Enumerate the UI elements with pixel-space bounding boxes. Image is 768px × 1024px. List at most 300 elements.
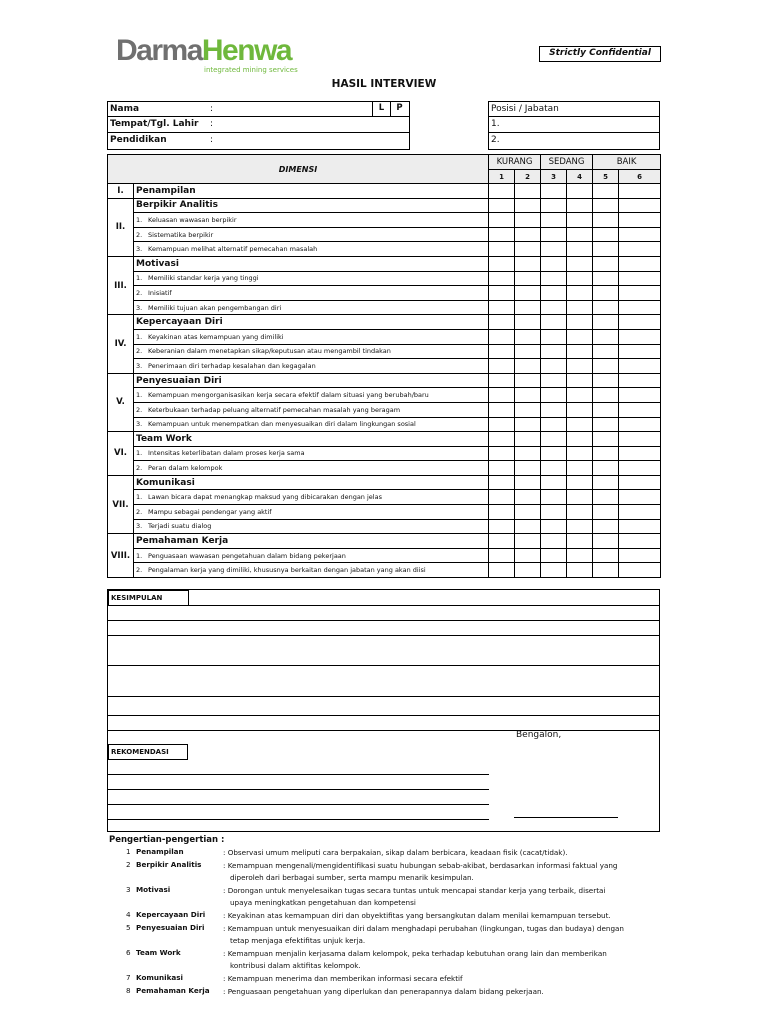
definition-text xyxy=(223,885,669,910)
definition-number: 2 xyxy=(126,859,131,869)
score-cell[interactable] xyxy=(619,388,661,403)
definition-line: : Kemampuan untuk menyesuaikan diri dalam menghadapi perubahan (lingkungan, tugas dan budaya) dengan xyxy=(223,923,624,933)
score-cell[interactable] xyxy=(515,505,541,520)
score-cell[interactable] xyxy=(489,432,515,447)
definition-term: Penyesuaian Diri xyxy=(136,922,205,932)
group-sedang: SEDANG xyxy=(541,155,593,170)
identity-row-ttl[interactable] xyxy=(108,117,409,132)
score-cell[interactable] xyxy=(593,519,619,534)
score-cell[interactable] xyxy=(593,534,619,549)
item-label xyxy=(134,271,489,286)
position-line-1[interactable] xyxy=(489,117,659,132)
score-cell[interactable] xyxy=(489,300,515,315)
score-cell[interactable] xyxy=(541,213,567,228)
score-cell[interactable] xyxy=(593,329,619,344)
item-text: Kemampuan melihat alternatif pemecahan masalah xyxy=(148,245,318,254)
score-cell[interactable] xyxy=(593,213,619,228)
score-cell[interactable] xyxy=(541,563,567,578)
item-text: Inisiatif xyxy=(148,288,172,297)
score-cell[interactable] xyxy=(567,315,593,330)
definition-line: : Penguasaan pengetahuan yang diperlukan dan penerapannya dalam bidang pekerjaan. xyxy=(223,986,544,996)
conclusion-line[interactable] xyxy=(108,620,659,621)
item-number: 1. xyxy=(136,215,143,224)
score-header: 5 xyxy=(593,170,619,184)
score-cell[interactable] xyxy=(515,388,541,403)
definition-line: : Observasi umum meliputi cara berpakaian, sikap dalam berbicara, keadaan fisik (cacat/tidak). xyxy=(223,848,568,857)
item-row xyxy=(108,359,661,374)
score-cell[interactable] xyxy=(515,286,541,301)
item-row xyxy=(108,461,661,476)
definition-item xyxy=(109,860,669,885)
section-row xyxy=(108,475,661,490)
score-cell[interactable] xyxy=(515,315,541,330)
item-label xyxy=(134,563,489,578)
score-cell[interactable] xyxy=(567,256,593,271)
section-row xyxy=(108,256,661,271)
definitions-title: Pengertian-pengertian : xyxy=(109,835,225,845)
item-number: 1. xyxy=(136,332,143,341)
conclusion-box xyxy=(107,589,660,832)
item-text: Kemampuan mengorganisasikan kerja secara efektif dalam situasi yang berubah/baru xyxy=(148,391,429,400)
score-cell[interactable] xyxy=(489,534,515,549)
score-cell[interactable] xyxy=(489,344,515,359)
score-cell[interactable] xyxy=(515,359,541,374)
place-label: Bengalon, xyxy=(516,730,562,740)
score-cell[interactable] xyxy=(489,227,515,242)
item-row xyxy=(108,388,661,403)
score-cell[interactable] xyxy=(541,461,567,476)
score-cell[interactable] xyxy=(489,490,515,505)
score-cell[interactable] xyxy=(619,417,661,432)
dimension-header: DIMENSI xyxy=(108,155,489,184)
definition-line: : Dorongan untuk menyelesaikan tugas secara tuntas untuk mencapai standar kerja yang terbaik, disertai xyxy=(223,885,606,895)
score-cell[interactable] xyxy=(515,402,541,417)
item-text: Peran dalam kelompok xyxy=(148,464,223,473)
item-row xyxy=(108,227,661,242)
definition-text xyxy=(223,948,669,973)
score-cell[interactable] xyxy=(489,256,515,271)
definition-item xyxy=(109,885,669,910)
score-cell[interactable] xyxy=(619,519,661,534)
score-cell[interactable] xyxy=(619,402,661,417)
score-cell[interactable] xyxy=(489,359,515,374)
item-label xyxy=(134,388,489,403)
item-label xyxy=(134,300,489,315)
score-cell[interactable] xyxy=(489,315,515,330)
section-number: III. xyxy=(108,256,134,314)
conclusion-line[interactable] xyxy=(108,665,659,666)
item-text: Intensitas keterlibatan dalam proses kerja sama xyxy=(148,449,305,458)
score-cell[interactable] xyxy=(541,300,567,315)
definition-item xyxy=(109,948,669,973)
item-text: Memiliki standar kerja yang tinggi xyxy=(148,274,259,283)
definition-line: tetap menjaga efektifitas unjuk kerja. xyxy=(230,936,366,946)
definition-item xyxy=(109,973,669,986)
score-cell[interactable] xyxy=(515,227,541,242)
score-cell[interactable] xyxy=(619,534,661,549)
section-number: VIII. xyxy=(108,534,134,578)
definition-term: Motivasi xyxy=(136,884,171,894)
definition-item xyxy=(109,910,669,923)
item-row xyxy=(108,505,661,520)
section-row xyxy=(108,432,661,447)
item-text: Sistematika berpikir xyxy=(148,230,214,239)
score-cell[interactable] xyxy=(567,417,593,432)
recommendation-line[interactable] xyxy=(108,804,489,805)
score-cell[interactable] xyxy=(489,329,515,344)
definition-term: Team Work xyxy=(136,947,181,957)
kesimpulan-label: KESIMPULAN xyxy=(108,590,189,606)
definition-term: Berpikir Analitis xyxy=(136,859,202,869)
item-text: Pengalaman kerja yang dimiliki, khususnya berkaitan dengan jabatan yang akan diisi xyxy=(148,566,426,575)
score-cell[interactable] xyxy=(541,505,567,520)
score-cell[interactable] xyxy=(567,213,593,228)
score-cell[interactable] xyxy=(593,286,619,301)
item-label xyxy=(134,519,489,534)
score-cell[interactable] xyxy=(567,388,593,403)
score-cell[interactable] xyxy=(489,446,515,461)
score-cell[interactable] xyxy=(593,505,619,520)
score-cell[interactable] xyxy=(593,446,619,461)
conclusion-line[interactable] xyxy=(108,696,659,697)
score-cell[interactable] xyxy=(593,388,619,403)
item-text: Terjadi suatu dialog xyxy=(148,522,212,531)
definition-term: Kepercayaan Diri xyxy=(136,909,206,919)
score-cell[interactable] xyxy=(541,227,567,242)
item-text: Kemampuan untuk menempatkan dan menyesuaikan diri dalam lingkungan sosial xyxy=(148,420,416,429)
score-cell[interactable] xyxy=(515,519,541,534)
score-cell[interactable] xyxy=(619,198,661,213)
position-label-row xyxy=(489,102,659,117)
item-label xyxy=(134,505,489,520)
score-cell[interactable] xyxy=(567,505,593,520)
position-num: 1. xyxy=(491,119,500,130)
recommendation-line[interactable] xyxy=(108,819,489,820)
score-cell[interactable] xyxy=(593,227,619,242)
definition-number: 6 xyxy=(126,947,131,957)
score-cell[interactable] xyxy=(619,505,661,520)
score-cell[interactable] xyxy=(567,432,593,447)
score-cell[interactable] xyxy=(515,300,541,315)
item-row xyxy=(108,329,661,344)
score-cell[interactable] xyxy=(541,519,567,534)
company-logo xyxy=(116,36,316,78)
section-title: Kepercayaan Diri xyxy=(134,315,489,330)
score-cell[interactable] xyxy=(541,184,567,199)
score-cell[interactable] xyxy=(619,461,661,476)
score-cell[interactable] xyxy=(567,548,593,563)
section-number: I. xyxy=(108,184,134,199)
score-cell[interactable] xyxy=(515,417,541,432)
score-cell[interactable] xyxy=(567,461,593,476)
score-cell[interactable] xyxy=(515,271,541,286)
score-cell[interactable] xyxy=(593,461,619,476)
score-cell[interactable] xyxy=(619,329,661,344)
score-cell[interactable] xyxy=(489,286,515,301)
recommendation-line[interactable] xyxy=(108,774,489,775)
score-cell[interactable] xyxy=(593,271,619,286)
item-label xyxy=(134,344,489,359)
item-number: 3. xyxy=(136,522,143,531)
score-cell[interactable] xyxy=(567,344,593,359)
section-number: VII. xyxy=(108,475,134,533)
score-cell[interactable] xyxy=(489,505,515,520)
score-cell[interactable] xyxy=(567,184,593,199)
score-cell[interactable] xyxy=(619,300,661,315)
score-cell[interactable] xyxy=(619,344,661,359)
score-cell[interactable] xyxy=(567,242,593,257)
item-text: Keluasan wawasan berpikir xyxy=(148,215,237,224)
score-cell[interactable] xyxy=(567,373,593,388)
score-cell[interactable] xyxy=(567,402,593,417)
score-cell[interactable] xyxy=(567,563,593,578)
score-cell[interactable] xyxy=(567,198,593,213)
score-cell[interactable] xyxy=(515,548,541,563)
score-cell[interactable] xyxy=(515,213,541,228)
score-cell[interactable] xyxy=(515,242,541,257)
gender-p-box[interactable]: P xyxy=(390,101,408,117)
score-cell[interactable] xyxy=(593,344,619,359)
score-cell[interactable] xyxy=(541,388,567,403)
score-cell[interactable] xyxy=(593,563,619,578)
item-row xyxy=(108,213,661,228)
score-cell[interactable] xyxy=(593,256,619,271)
score-cell[interactable] xyxy=(541,256,567,271)
item-row xyxy=(108,446,661,461)
score-cell[interactable] xyxy=(541,359,567,374)
score-cell[interactable] xyxy=(567,271,593,286)
score-cell[interactable] xyxy=(619,286,661,301)
score-cell[interactable] xyxy=(541,242,567,257)
position-box xyxy=(488,101,660,150)
score-cell[interactable] xyxy=(593,359,619,374)
score-cell[interactable] xyxy=(567,227,593,242)
score-cell[interactable] xyxy=(541,475,567,490)
signature-line[interactable] xyxy=(514,817,618,818)
item-text: Keyakinan atas kemampuan yang dimiliki xyxy=(148,332,284,341)
score-cell[interactable] xyxy=(541,548,567,563)
score-cell[interactable] xyxy=(515,329,541,344)
score-cell[interactable] xyxy=(489,213,515,228)
score-cell[interactable] xyxy=(489,417,515,432)
score-cell[interactable] xyxy=(567,490,593,505)
score-cell[interactable] xyxy=(541,198,567,213)
score-cell[interactable] xyxy=(567,300,593,315)
conclusion-line[interactable] xyxy=(108,635,659,636)
score-cell[interactable] xyxy=(515,461,541,476)
section-title: Berpikir Analitis xyxy=(134,198,489,213)
score-cell[interactable] xyxy=(489,198,515,213)
score-cell[interactable] xyxy=(541,344,567,359)
score-cell[interactable] xyxy=(593,315,619,330)
definition-number: 7 xyxy=(126,972,131,982)
item-row xyxy=(108,344,661,359)
score-cell[interactable] xyxy=(593,373,619,388)
score-cell[interactable] xyxy=(567,519,593,534)
score-cell[interactable] xyxy=(541,373,567,388)
score-cell[interactable] xyxy=(593,417,619,432)
score-cell[interactable] xyxy=(515,534,541,549)
score-cell[interactable] xyxy=(515,475,541,490)
item-label xyxy=(134,490,489,505)
score-cell[interactable] xyxy=(593,475,619,490)
item-number: 2. xyxy=(136,288,143,297)
score-cell[interactable] xyxy=(619,242,661,257)
field-colon: : xyxy=(210,134,214,145)
definition-number: 3 xyxy=(126,884,131,894)
identity-box xyxy=(107,101,410,150)
section-number: IV. xyxy=(108,315,134,373)
item-number: 1. xyxy=(136,449,143,458)
page-title: HASIL INTERVIEW xyxy=(331,78,437,90)
definition-number: 8 xyxy=(126,985,131,995)
group-baik: BAIK xyxy=(593,155,661,170)
score-cell[interactable] xyxy=(489,402,515,417)
item-number: 2. xyxy=(136,566,143,575)
definition-line: upaya meningkatkan pengetahuan dan kompetensi xyxy=(230,898,416,908)
score-cell[interactable] xyxy=(489,373,515,388)
item-label xyxy=(134,213,489,228)
score-cell[interactable] xyxy=(619,184,661,199)
score-cell[interactable] xyxy=(619,432,661,447)
section-title: Pemahaman Kerja xyxy=(134,534,489,549)
definitions-list xyxy=(109,847,669,998)
score-cell[interactable] xyxy=(541,490,567,505)
item-number: 3. xyxy=(136,303,143,312)
score-cell[interactable] xyxy=(489,271,515,286)
score-cell[interactable] xyxy=(515,432,541,447)
definition-item xyxy=(109,923,669,948)
item-row xyxy=(108,402,661,417)
score-cell[interactable] xyxy=(515,198,541,213)
field-label: Nama xyxy=(110,104,140,114)
identity-row-pendidikan[interactable] xyxy=(108,133,409,148)
score-cell[interactable] xyxy=(515,563,541,578)
item-number: 2. xyxy=(136,230,143,239)
conclusion-line[interactable] xyxy=(108,730,659,731)
item-row xyxy=(108,548,661,563)
score-cell[interactable] xyxy=(489,563,515,578)
score-cell[interactable] xyxy=(567,329,593,344)
logo-wordmark xyxy=(116,36,316,66)
score-cell[interactable] xyxy=(619,563,661,578)
score-cell[interactable] xyxy=(619,446,661,461)
item-label xyxy=(134,359,489,374)
score-cell[interactable] xyxy=(541,432,567,447)
score-cell[interactable] xyxy=(567,359,593,374)
score-cell[interactable] xyxy=(593,242,619,257)
score-cell[interactable] xyxy=(489,475,515,490)
definition-number: 5 xyxy=(126,922,131,932)
item-text: Keberanian dalam menetapkan sikap/keputusan atau mengambil tindakan xyxy=(148,347,391,356)
score-cell[interactable] xyxy=(619,271,661,286)
item-label xyxy=(134,329,489,344)
score-cell[interactable] xyxy=(593,198,619,213)
score-cell[interactable] xyxy=(619,359,661,374)
definition-number: 4 xyxy=(126,909,131,919)
score-cell[interactable] xyxy=(593,184,619,199)
definition-line: : Kemampuan mengenali/mengidentifikasi suatu hubungan sebab-akibat, berdasarkan informasi faktual yang xyxy=(223,860,618,870)
score-cell[interactable] xyxy=(593,548,619,563)
score-cell[interactable] xyxy=(541,271,567,286)
confidential-box: Strictly Confidential xyxy=(539,46,661,62)
item-label xyxy=(134,417,489,432)
score-cell[interactable] xyxy=(593,432,619,447)
score-cell[interactable] xyxy=(541,315,567,330)
conclusion-line[interactable] xyxy=(108,715,659,716)
conclusion-line[interactable] xyxy=(108,605,659,606)
item-row xyxy=(108,300,661,315)
item-row xyxy=(108,286,661,301)
score-cell[interactable] xyxy=(515,184,541,199)
score-cell[interactable] xyxy=(619,373,661,388)
score-cell[interactable] xyxy=(619,490,661,505)
score-cell[interactable] xyxy=(619,213,661,228)
definition-line: : Kemampuan menjalin kerjasama dalam kelompok, peka terhadap kebutuhan orang lain dan memberikan xyxy=(223,948,607,958)
score-cell[interactable] xyxy=(515,373,541,388)
assessment-table xyxy=(107,154,661,578)
definition-text xyxy=(223,973,669,986)
item-label xyxy=(134,227,489,242)
score-cell[interactable] xyxy=(489,242,515,257)
score-cell[interactable] xyxy=(541,446,567,461)
score-cell[interactable] xyxy=(541,417,567,432)
score-cell[interactable] xyxy=(567,534,593,549)
section-number: II. xyxy=(108,198,134,256)
score-cell[interactable] xyxy=(593,402,619,417)
section-title: Penampilan xyxy=(134,184,489,199)
item-number: 3. xyxy=(136,361,143,370)
score-cell[interactable] xyxy=(489,548,515,563)
score-cell[interactable] xyxy=(619,548,661,563)
score-cell[interactable] xyxy=(515,446,541,461)
score-cell[interactable] xyxy=(619,256,661,271)
score-cell[interactable] xyxy=(619,315,661,330)
group-kurang: KURANG xyxy=(489,155,541,170)
score-cell[interactable] xyxy=(515,490,541,505)
score-cell[interactable] xyxy=(541,286,567,301)
score-cell[interactable] xyxy=(541,534,567,549)
score-cell[interactable] xyxy=(567,446,593,461)
score-cell[interactable] xyxy=(515,344,541,359)
position-line-2[interactable] xyxy=(489,133,659,148)
score-cell[interactable] xyxy=(541,402,567,417)
score-cell[interactable] xyxy=(489,519,515,534)
recommendation-line[interactable] xyxy=(108,789,489,790)
score-cell[interactable] xyxy=(567,286,593,301)
score-header: 4 xyxy=(567,170,593,184)
item-text: Penerimaan diri terhadap kesalahan dan kegagalan xyxy=(148,361,316,370)
score-cell[interactable] xyxy=(593,490,619,505)
position-num: 2. xyxy=(491,134,500,145)
gender-l-box[interactable]: L xyxy=(372,101,390,117)
score-cell[interactable] xyxy=(541,329,567,344)
score-cell[interactable] xyxy=(567,475,593,490)
definition-line: : Keyakinan atas kemampuan diri dan obyektifitas yang bersangkutan dalam menilai kemampuan tersebut. xyxy=(223,910,611,920)
score-cell[interactable] xyxy=(515,256,541,271)
identity-row-nama[interactable] xyxy=(108,102,409,117)
score-cell[interactable] xyxy=(489,461,515,476)
score-cell[interactable] xyxy=(489,184,515,199)
score-cell[interactable] xyxy=(489,388,515,403)
item-label xyxy=(134,446,489,461)
item-row xyxy=(108,242,661,257)
score-cell[interactable] xyxy=(593,300,619,315)
score-cell[interactable] xyxy=(619,227,661,242)
definition-term: Pemahaman Kerja xyxy=(136,985,210,995)
item-text: Memiliki tujuan akan pengembangan diri xyxy=(148,303,282,312)
score-cell[interactable] xyxy=(619,475,661,490)
